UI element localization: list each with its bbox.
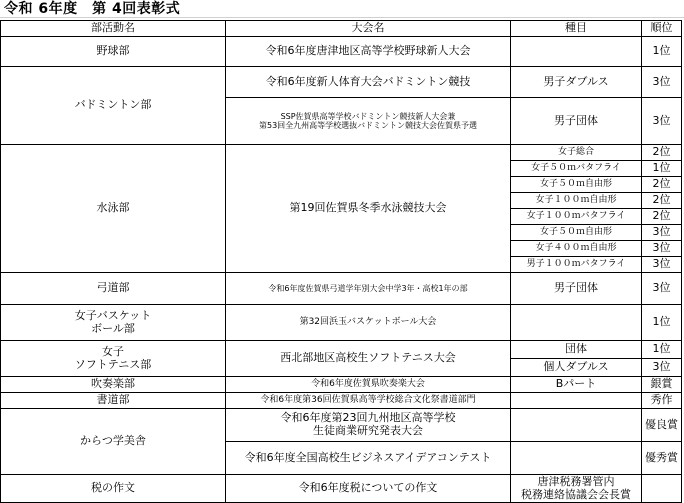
- club-kyudo: 弓道部: [1, 273, 226, 305]
- table-row: [1, 273, 682, 305]
- awards-table: [0, 20, 682, 503]
- rank-basketball: 1位: [642, 305, 682, 341]
- club-swimming: 水泳部: [1, 145, 226, 273]
- event-swim-7: 女子４００ｍ自由形: [511, 241, 642, 257]
- rank-badminton-2: 3位: [642, 98, 682, 145]
- table-row: [1, 393, 682, 409]
- header-club: 部活動名: [1, 21, 226, 37]
- rank-swim-8: 3位: [642, 257, 682, 273]
- header-competition: 大会名: [226, 21, 511, 37]
- event-tax-essay-line1: 唐津税務署管内: [537, 474, 615, 488]
- event-tax-essay: [511, 475, 642, 503]
- rank-softtennis-1: 1位: [642, 341, 682, 359]
- event-business-idea: [511, 442, 642, 475]
- table-row: [1, 377, 682, 393]
- rank-swim-7: 3位: [642, 241, 682, 257]
- rank-kyudo: 3位: [642, 273, 682, 305]
- event-band: Bパート: [511, 377, 642, 393]
- competition-badminton-2-line2: 第53回全九州高等学校選抜バドミントン競技大会佐賀県予選: [258, 121, 478, 130]
- header-row: [1, 21, 682, 37]
- rank-swim-1: 2位: [642, 145, 682, 161]
- table-row: [1, 305, 682, 341]
- event-tax-essay-line2: 税務連絡協議会会長賞: [521, 487, 631, 501]
- rank-badminton-1: 3位: [642, 67, 682, 98]
- table-row: [1, 341, 682, 359]
- club-band: 吹奏楽部: [1, 377, 226, 393]
- rank-band: 銀賞: [642, 377, 682, 393]
- event-business: [511, 409, 642, 442]
- rank-swim-2: 1位: [642, 161, 682, 177]
- event-kyudo: 男子団体: [511, 273, 642, 305]
- header-rank: 順位: [642, 21, 682, 37]
- club-tax-essay: 税の作文: [1, 475, 226, 503]
- club-softtennis-line2: ソフトテニス部: [74, 357, 152, 371]
- competition-badminton-1: 令和6年度新人体育大会バドミントン競技: [226, 67, 511, 98]
- event-baseball: [511, 37, 642, 67]
- rank-tax-essay: [642, 475, 682, 503]
- rank-business: 優良賞: [642, 409, 682, 442]
- competition-kyudo: 令和6年度佐賀県弓道学年別大会中学3年・高校1年の部: [226, 273, 511, 305]
- table-row: [1, 67, 682, 98]
- competition-softtennis: 西北部地区高校生ソフトテニス大会: [226, 341, 511, 377]
- event-basketball: [511, 305, 642, 341]
- club-baseball: 野球部: [1, 37, 226, 67]
- competition-badminton-2: [226, 98, 511, 145]
- rank-swim-5: 2位: [642, 209, 682, 225]
- rank-swim-4: 2位: [642, 193, 682, 209]
- club-basketball-line2: ボール部: [91, 321, 135, 335]
- competition-business-idea: 令和6年度全国高校生ビジネスアイデアコンテスト: [226, 442, 511, 475]
- table-row: [1, 475, 682, 503]
- club-basketball: [1, 305, 226, 341]
- club-badminton: バドミントン部: [1, 67, 226, 145]
- event-softtennis-1: 団体: [511, 341, 642, 359]
- event-badminton-2: 男子団体: [511, 98, 642, 145]
- competition-calligraphy: 令和6年度第36回佐賀県高等学校総合文化祭書道部門: [226, 393, 511, 409]
- competition-swimming: 第19回佐賀県冬季水泳競技大会: [226, 145, 511, 273]
- competition-business-line1: 令和6年度第23回九州地区高等学校: [280, 411, 456, 425]
- event-swim-1: 女子総合: [511, 145, 642, 161]
- rank-swim-6: 3位: [642, 225, 682, 241]
- club-softtennis: [1, 341, 226, 377]
- event-badminton-1: 男子ダブルス: [511, 67, 642, 98]
- competition-basketball: 第32回浜玉バスケットボール大会: [226, 305, 511, 341]
- competition-business: [226, 409, 511, 442]
- competition-band: 令和6年度佐賀県吹奏楽大会: [226, 377, 511, 393]
- competition-tax-essay: 令和6年度税についての作文: [226, 475, 511, 503]
- club-calligraphy: 書道部: [1, 393, 226, 409]
- competition-business-line2: 生徒商業研究発表大会: [313, 424, 423, 437]
- table-row: [1, 145, 682, 161]
- competition-baseball: 令和6年度唐津地区高等学校野球新人大会: [226, 37, 511, 67]
- club-basketball-line1: 女子バスケット: [74, 308, 152, 322]
- rank-baseball: 1位: [642, 37, 682, 67]
- event-swim-8: 男子１００ｍバタフライ: [511, 257, 642, 273]
- competition-badminton-2-line1: SSP佐賀県高等学校バドミントン競技新人大会兼: [280, 111, 456, 121]
- title-divider: [0, 17, 684, 18]
- event-swim-6: 女子５０ｍ自由形: [511, 225, 642, 241]
- club-karatsu-gakubisha: からつ学美舎: [1, 409, 226, 475]
- table-row: [1, 409, 682, 442]
- rank-calligraphy: 秀作: [642, 393, 682, 409]
- club-softtennis-line1: 女子: [102, 344, 124, 358]
- event-calligraphy: [511, 393, 642, 409]
- rank-swim-3: 2位: [642, 177, 682, 193]
- rank-business-idea: 優秀賞: [642, 442, 682, 475]
- table-row: [1, 37, 682, 67]
- rank-softtennis-2: 3位: [642, 359, 682, 377]
- event-swim-4: 女子１００ｍ自由形: [511, 193, 642, 209]
- page-title: 令和 6年度 第 4回表彰式: [4, 1, 181, 17]
- event-swim-3: 女子５０ｍ自由形: [511, 177, 642, 193]
- event-swim-2: 女子５０ｍバタフライ: [511, 161, 642, 177]
- header-event: 種目: [511, 21, 642, 37]
- event-softtennis-2: 個人ダブルス: [511, 359, 642, 377]
- event-swim-5: 女子１００ｍバタフライ: [511, 209, 642, 225]
